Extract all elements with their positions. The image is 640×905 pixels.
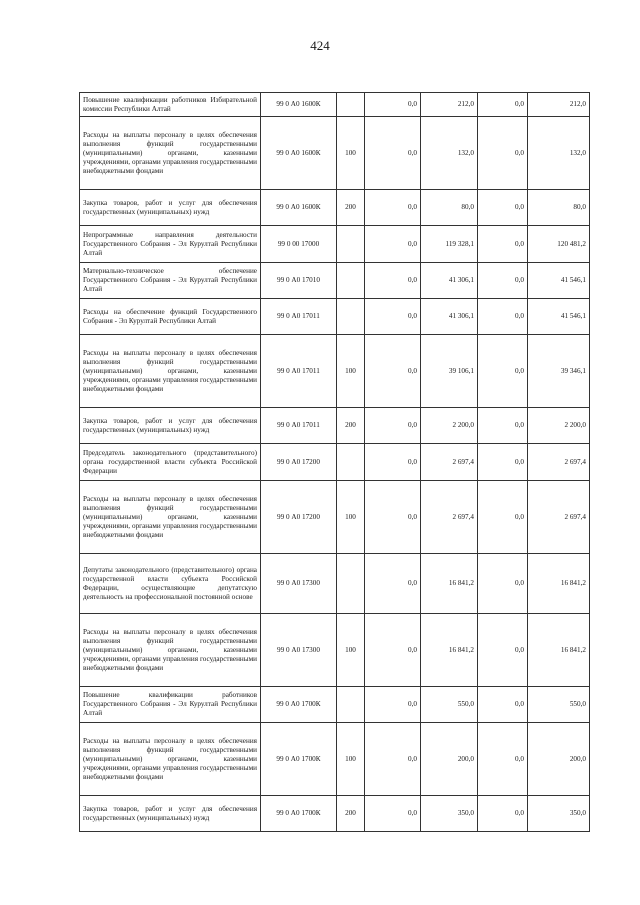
row-value-1: 0,0: [365, 554, 421, 614]
table-row: [80, 263, 590, 299]
row-value-4: 41 546,1: [528, 263, 590, 299]
row-name: Повышение квалификации работников Государственного Собрания - Эл Курултай Республики Алтай: [80, 687, 261, 723]
row-value-2: 2 200,0: [421, 408, 478, 444]
row-value-1: 0,0: [365, 299, 421, 335]
row-value-2: 39 106,1: [421, 335, 478, 408]
table-row: [80, 554, 590, 614]
row-expense-type: [337, 299, 365, 335]
row-value-3: 0,0: [478, 481, 528, 554]
row-value-4: 16 841,2: [528, 614, 590, 687]
row-name: Расходы на выплаты персоналу в целях обеспечения выполнения функций государственными (муниципальными) органами, казенными учреждениями, органами управления государственными внебюджетными фондами: [80, 335, 261, 408]
row-code: 99 0 А0 17010: [261, 263, 337, 299]
row-value-2: 212,0: [421, 93, 478, 117]
table-row: [80, 687, 590, 723]
row-value-2: 16 841,2: [421, 614, 478, 687]
row-value-3: 0,0: [478, 93, 528, 117]
row-expense-type: [337, 554, 365, 614]
row-value-1: 0,0: [365, 117, 421, 190]
row-code: 99 0 А0 1600К: [261, 190, 337, 226]
row-value-1: 0,0: [365, 444, 421, 481]
row-value-3: 0,0: [478, 723, 528, 796]
row-value-4: 212,0: [528, 93, 590, 117]
page-number: 424: [310, 38, 330, 53]
table-row: [80, 444, 590, 481]
row-name: Расходы на выплаты персоналу в целях обеспечения выполнения функций государственными (муниципальными) органами, казенными учреждениями, органами управления государственными внебюджетными фондами: [80, 117, 261, 190]
row-code: 99 0 А0 1600К: [261, 93, 337, 117]
row-expense-type: [337, 687, 365, 723]
row-expense-type: 100: [337, 723, 365, 796]
row-value-3: 0,0: [478, 408, 528, 444]
row-name: Закупка товаров, работ и услуг для обеспечения государственных (муниципальных) нужд: [80, 190, 261, 226]
row-name: Повышение квалификации работников Избирательной комиссии Республики Алтай: [80, 93, 261, 117]
row-value-1: 0,0: [365, 93, 421, 117]
row-value-3: 0,0: [478, 117, 528, 190]
row-value-3: 0,0: [478, 687, 528, 723]
row-value-1: 0,0: [365, 335, 421, 408]
row-code: 99 0 А0 17011: [261, 299, 337, 335]
row-value-4: 120 481,2: [528, 226, 590, 263]
row-expense-type: 100: [337, 481, 365, 554]
row-value-3: 0,0: [478, 263, 528, 299]
table-row: [80, 299, 590, 335]
row-value-2: 132,0: [421, 117, 478, 190]
row-code: 99 0 00 17000: [261, 226, 337, 263]
row-value-1: 0,0: [365, 796, 421, 832]
row-expense-type: 200: [337, 190, 365, 226]
row-expense-type: 200: [337, 796, 365, 832]
table-body: [80, 93, 590, 832]
row-value-2: 119 328,1: [421, 226, 478, 263]
row-value-2: 2 697,4: [421, 481, 478, 554]
table-row: [80, 723, 590, 796]
row-value-1: 0,0: [365, 723, 421, 796]
row-code: 99 0 А0 1700К: [261, 723, 337, 796]
row-value-3: 0,0: [478, 299, 528, 335]
row-value-2: 350,0: [421, 796, 478, 832]
row-value-1: 0,0: [365, 226, 421, 263]
row-value-2: 550,0: [421, 687, 478, 723]
row-value-4: 41 546,1: [528, 299, 590, 335]
row-expense-type: [337, 444, 365, 481]
row-name: Расходы на обеспечение функций Государственного Собрания - Эл Курултай Республики Алтай: [80, 299, 261, 335]
row-code: 99 0 А0 17200: [261, 444, 337, 481]
row-value-4: 16 841,2: [528, 554, 590, 614]
row-value-4: 2 697,4: [528, 444, 590, 481]
row-expense-type: 100: [337, 117, 365, 190]
row-code: 99 0 А0 17011: [261, 408, 337, 444]
table-row: [80, 226, 590, 263]
row-code: 99 0 А0 1700К: [261, 687, 337, 723]
row-value-4: 2 697,4: [528, 481, 590, 554]
row-value-4: 132,0: [528, 117, 590, 190]
row-code: 99 0 А0 1700К: [261, 796, 337, 832]
row-value-2: 41 306,1: [421, 263, 478, 299]
row-value-3: 0,0: [478, 226, 528, 263]
row-code: 99 0 А0 17300: [261, 614, 337, 687]
row-value-4: 550,0: [528, 687, 590, 723]
table-row: [80, 481, 590, 554]
row-expense-type: [337, 93, 365, 117]
row-value-2: 41 306,1: [421, 299, 478, 335]
row-value-4: 200,0: [528, 723, 590, 796]
row-value-3: 0,0: [478, 335, 528, 408]
row-name: Материально-техническое обеспечение Государственного Собрания - Эл Курултай Республики Алтай: [80, 263, 261, 299]
row-expense-type: 100: [337, 335, 365, 408]
row-expense-type: 100: [337, 614, 365, 687]
row-name: Непрограммные направления деятельности Государственного Собрания - Эл Курултай Республики Алтай: [80, 226, 261, 263]
budget-table: [79, 92, 590, 832]
row-value-2: 80,0: [421, 190, 478, 226]
row-value-2: 200,0: [421, 723, 478, 796]
row-name: Расходы на выплаты персоналу в целях обеспечения выполнения функций государственными (муниципальными) органами, казенными учреждениями, органами управления государственными внебюджетными фондами: [80, 614, 261, 687]
row-value-2: 2 697,4: [421, 444, 478, 481]
row-name: Закупка товаров, работ и услуг для обеспечения государственных (муниципальных) нужд: [80, 796, 261, 832]
table-row: [80, 614, 590, 687]
row-value-1: 0,0: [365, 687, 421, 723]
row-name: Закупка товаров, работ и услуг для обеспечения государственных (муниципальных) нужд: [80, 408, 261, 444]
row-value-3: 0,0: [478, 554, 528, 614]
table-row: [80, 117, 590, 190]
row-expense-type: [337, 263, 365, 299]
row-value-3: 0,0: [478, 796, 528, 832]
row-code: 99 0 А0 1600К: [261, 117, 337, 190]
row-value-1: 0,0: [365, 263, 421, 299]
table-row: [80, 796, 590, 832]
row-value-1: 0,0: [365, 190, 421, 226]
row-value-3: 0,0: [478, 444, 528, 481]
row-value-3: 0,0: [478, 614, 528, 687]
row-value-1: 0,0: [365, 614, 421, 687]
row-expense-type: [337, 226, 365, 263]
row-name: Председатель законодательного (представительного) органа государственной власти субъекта Российской Федерации: [80, 444, 261, 481]
row-value-1: 0,0: [365, 408, 421, 444]
row-value-3: 0,0: [478, 190, 528, 226]
row-value-4: 39 346,1: [528, 335, 590, 408]
table-row: [80, 93, 590, 117]
table-row: [80, 335, 590, 408]
row-code: 99 0 А0 17200: [261, 481, 337, 554]
row-code: 99 0 А0 17300: [261, 554, 337, 614]
table-row: [80, 408, 590, 444]
row-value-4: 2 200,0: [528, 408, 590, 444]
row-name: Депутаты законодательного (представительного) органа государственной власти субъекта Российской Федерации, осуществляющие депутатскую деятельность на профессиональной постоянной основе: [80, 554, 261, 614]
row-value-2: 16 841,2: [421, 554, 478, 614]
row-expense-type: 200: [337, 408, 365, 444]
row-value-4: 350,0: [528, 796, 590, 832]
row-name: Расходы на выплаты персоналу в целях обеспечения выполнения функций государственными (муниципальными) органами, казенными учреждениями, органами управления государственными внебюджетными фондами: [80, 481, 261, 554]
row-value-1: 0,0: [365, 481, 421, 554]
row-value-4: 80,0: [528, 190, 590, 226]
row-code: 99 0 А0 17011: [261, 335, 337, 408]
row-name: Расходы на выплаты персоналу в целях обеспечения выполнения функций государственными (муниципальными) органами, казенными учреждениями, органами управления государственными внебюджетными фондами: [80, 723, 261, 796]
table-row: [80, 190, 590, 226]
